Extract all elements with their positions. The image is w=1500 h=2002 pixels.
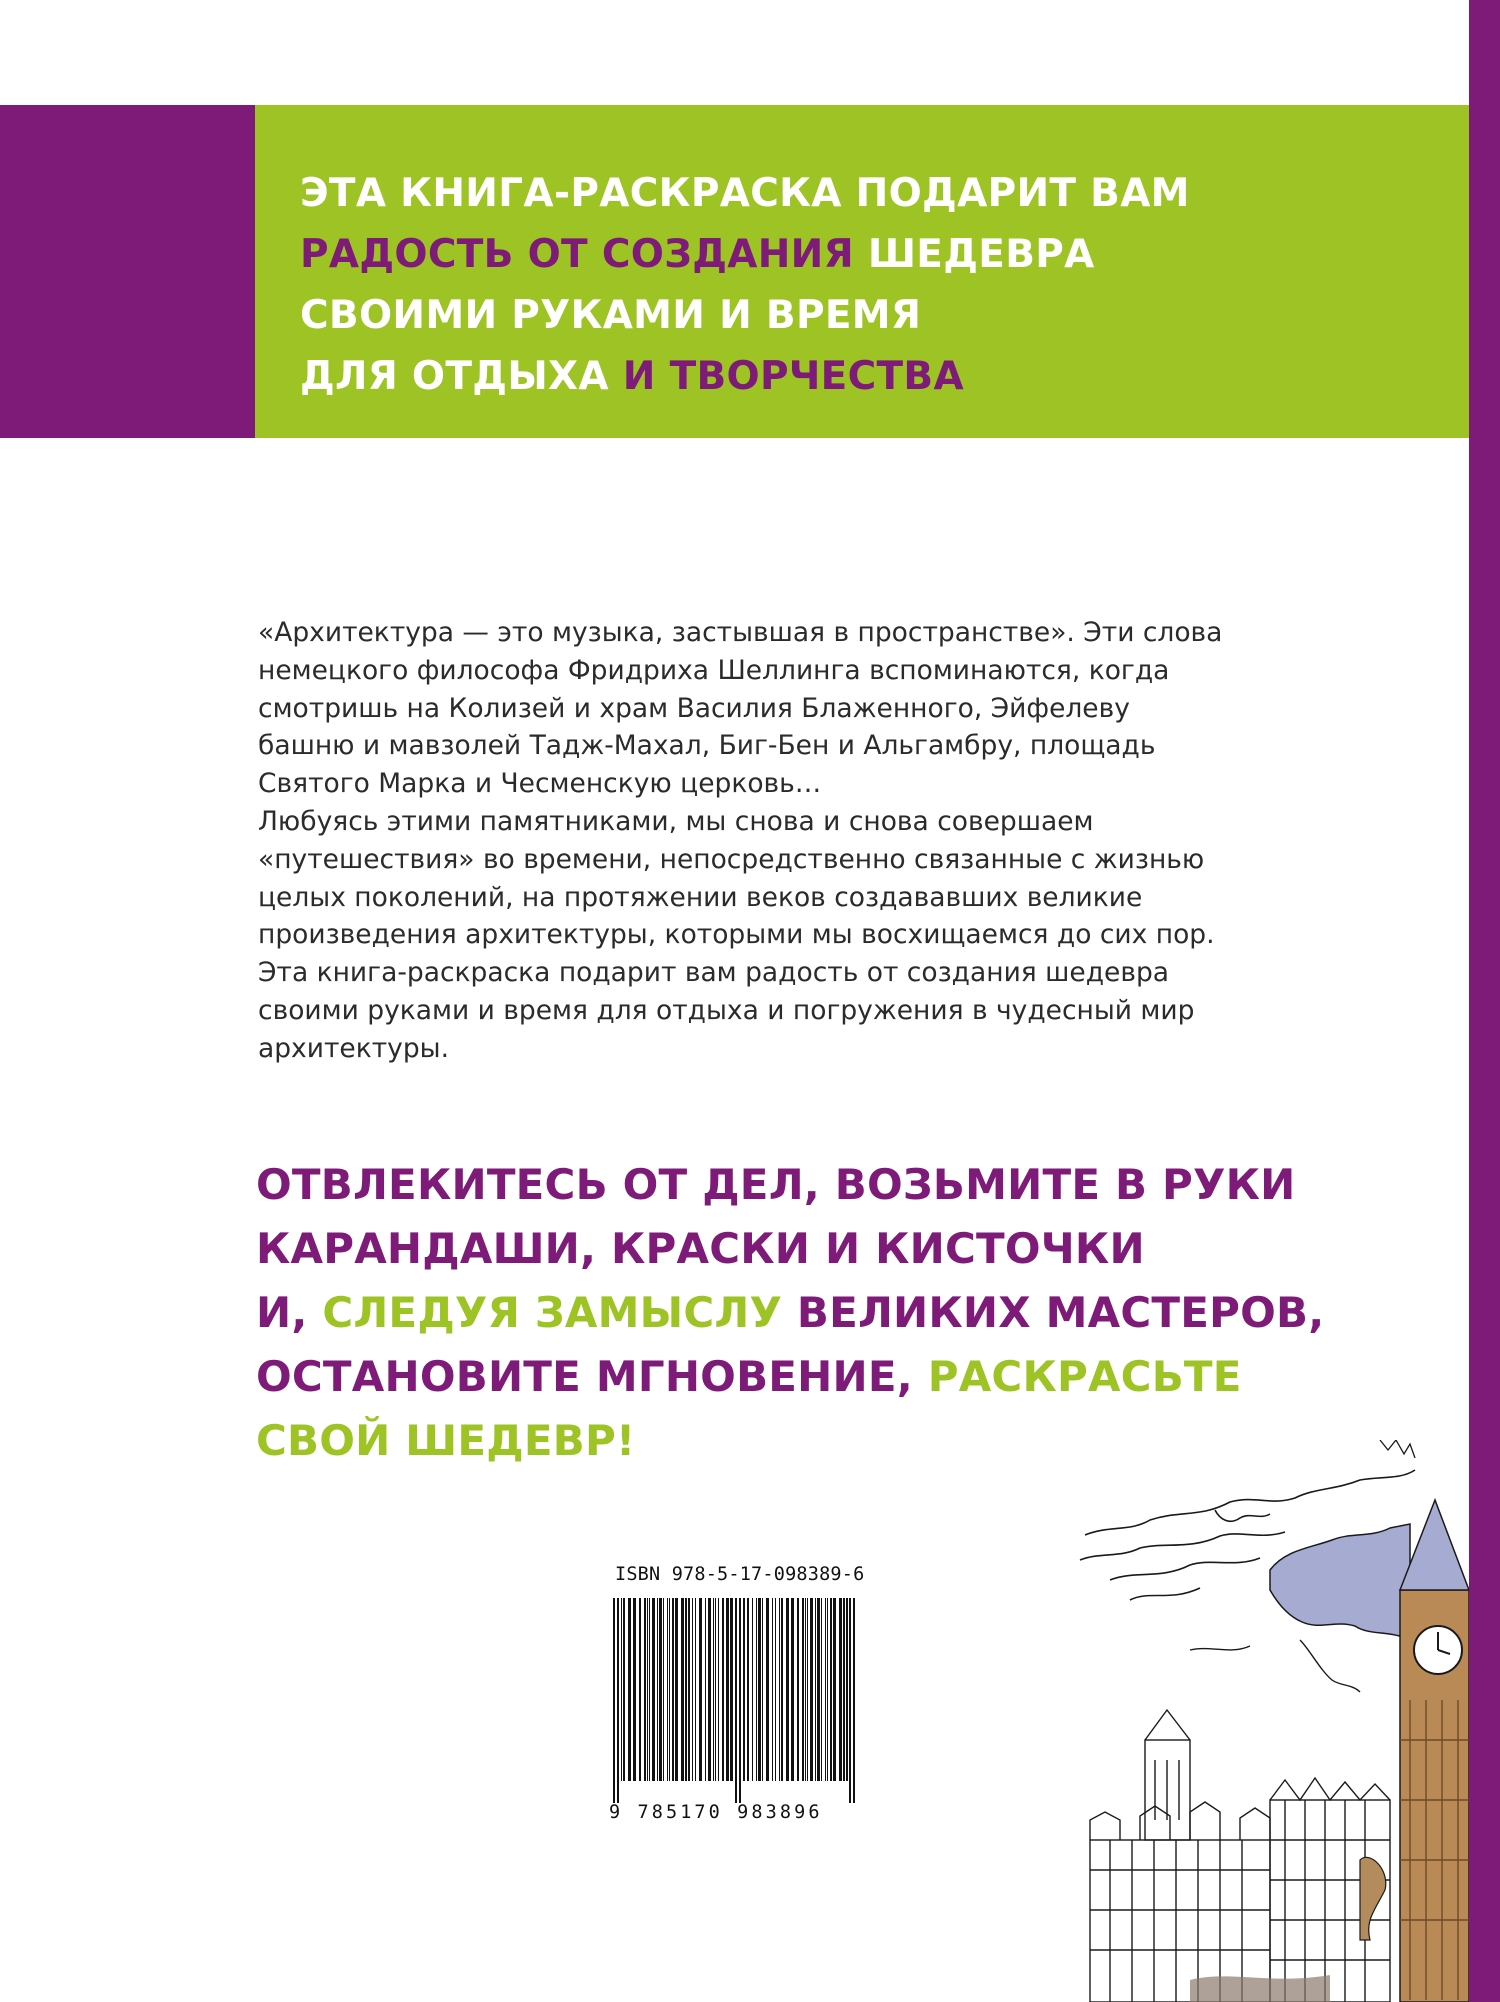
isbn-label: ISBN 978-5-17-098389-6 [615, 1564, 865, 1585]
barcode-bar [779, 1598, 780, 1781]
barcode-bar [659, 1598, 662, 1781]
barcode-bar [735, 1598, 737, 1803]
top-heading-accent-2: И ТВОРЧЕСТВА [622, 354, 964, 399]
barcode-bar [722, 1598, 724, 1781]
bottom-heading-line-3-rest: ВЕЛИКИХ МАСТЕРОВ, [782, 1288, 1325, 1337]
barcode-bar [807, 1598, 808, 1781]
barcode-bar [786, 1598, 789, 1781]
barcode-bar [817, 1598, 820, 1781]
barcode-bar [815, 1598, 816, 1781]
top-heading-line-2-rest: ШЕДЕВРА [853, 232, 1095, 277]
top-heading [300, 163, 1190, 407]
barcode-bar [730, 1598, 733, 1781]
barcode-digits: 9 785170 983896 [609, 1802, 823, 1823]
barcode-bar [649, 1598, 650, 1781]
barcode-bar [688, 1598, 690, 1781]
barcode-bar [705, 1598, 706, 1781]
barcode-bar [715, 1598, 716, 1781]
barcode-bar [726, 1598, 729, 1781]
barcode-bar [623, 1598, 625, 1781]
isbn-barcode-block [609, 1564, 869, 1844]
top-heading-line-1: ЭТА КНИГА-РАСКРАСКА ПОДАРИТ ВАМ [300, 171, 1190, 216]
barcode-bar [675, 1598, 678, 1781]
barcode-bar [743, 1598, 745, 1781]
barcode-bar [621, 1598, 622, 1781]
barcode-bar [846, 1598, 848, 1781]
barcode-bar [699, 1598, 702, 1781]
barcode-bar [657, 1598, 658, 1781]
bottom-heading-line-2: КАРАНДАШИ, КРАСКИ И КИСТОЧКИ [256, 1224, 1145, 1273]
barcode-bar [647, 1598, 648, 1781]
barcode-bar [802, 1598, 804, 1781]
barcode-bar [762, 1598, 763, 1781]
top-heading-line-3: СВОИМИ РУКАМИ И ВРЕМЯ [300, 293, 922, 338]
barcode-bar [752, 1598, 753, 1781]
barcode-bar [805, 1598, 806, 1781]
barcode-bar [827, 1598, 828, 1781]
barcode-bar [633, 1598, 636, 1781]
barcode-bar [797, 1598, 799, 1781]
bottom-heading-line-4-start: ОСТАНОВИТЕ МГНОВЕНИЕ, [256, 1352, 928, 1401]
bottom-heading-accent-1: СЛЕДУЯ ЗАМЫСЛУ [322, 1288, 783, 1337]
barcode-bar [833, 1598, 836, 1781]
barcode-bar [663, 1598, 664, 1781]
barcode-bar [781, 1598, 783, 1781]
barcode-bar [821, 1598, 822, 1781]
bottom-heading-line-1: ОТВЛЕКИТЕСЬ ОТ ДЕЛ, ВОЗЬМИТЕ В РУКИ [256, 1160, 1296, 1209]
barcode-bar [718, 1598, 719, 1781]
bottom-heading-line-3-start: И, [256, 1288, 323, 1337]
top-heading-accent-1: РАДОСТЬ ОТ СОЗДАНИЯ [300, 232, 854, 277]
barcode-bar [772, 1598, 773, 1781]
right-edge-stripe [1469, 0, 1500, 2002]
barcode-bar [843, 1598, 845, 1781]
barcode-bar [756, 1598, 757, 1781]
barcode-bar [791, 1598, 794, 1781]
barcode-bar [775, 1598, 776, 1781]
barcode-bar [669, 1598, 670, 1781]
barcode-bar [766, 1598, 769, 1781]
description-text: «Архитектура — это музыка, застывшая в пространстве». Эти слова немецкого философа Фридриха Шеллинга вспоминаются, когда смотришь на Колизей и храм Василия Блаженного, Эйфелеву башню и мавзолей Тадж-Махал, Биг-Бен и Альгамбру, площадь Святого Марка и Чесменскую церковь… Любуясь этими памятниками, мы снова и снова совершаем «путешествия» во времени, непосредственно связанные с жизнью целых поколений, на протяжении веков создававших великие произведения архитектуры, которыми мы восхищаемся до сих пор. Эта книга-раскраска подарит вам радость от создания шедевра своими руками и время для отдыха и погружения в чудесный мир архитектуры. [258, 617, 1223, 1064]
barcode-bar [825, 1598, 826, 1781]
barcode-bar [849, 1598, 851, 1803]
barcode-bar [685, 1598, 687, 1781]
barcode-bar [747, 1598, 749, 1781]
westminster-illustration [1070, 1440, 1469, 2002]
barcode-bar [713, 1598, 714, 1781]
barcode-bar [830, 1598, 832, 1781]
barcode-bar [695, 1598, 696, 1781]
bottom-heading-accent-3: СВОЙ ШЕДЕВР! [256, 1416, 636, 1465]
barcode-bar [672, 1598, 674, 1781]
bottom-heading-accent-2: РАСКРАСЬТЕ [927, 1352, 1242, 1401]
barcode-bar [692, 1598, 693, 1781]
barcode-bar [652, 1598, 655, 1781]
barcode-bar [617, 1598, 619, 1803]
barcode-bar [613, 1598, 615, 1803]
barcode-bar [639, 1598, 641, 1781]
barcode-bar [644, 1598, 646, 1781]
barcode-bar [839, 1598, 842, 1781]
barcode-bar [628, 1598, 631, 1781]
barcode-bar [853, 1598, 855, 1803]
barcode-bar [739, 1598, 741, 1803]
barcode-bar [681, 1598, 684, 1781]
barcode-bar [667, 1598, 668, 1781]
barcode-bar [708, 1598, 711, 1781]
barcode-icon [609, 1598, 861, 1803]
top-heading-line-4-start: ДЛЯ ОТДЫХА [300, 354, 623, 399]
barcode-bar [810, 1598, 813, 1781]
barcode-bar [758, 1598, 761, 1781]
bottom-heading [256, 1153, 1324, 1473]
